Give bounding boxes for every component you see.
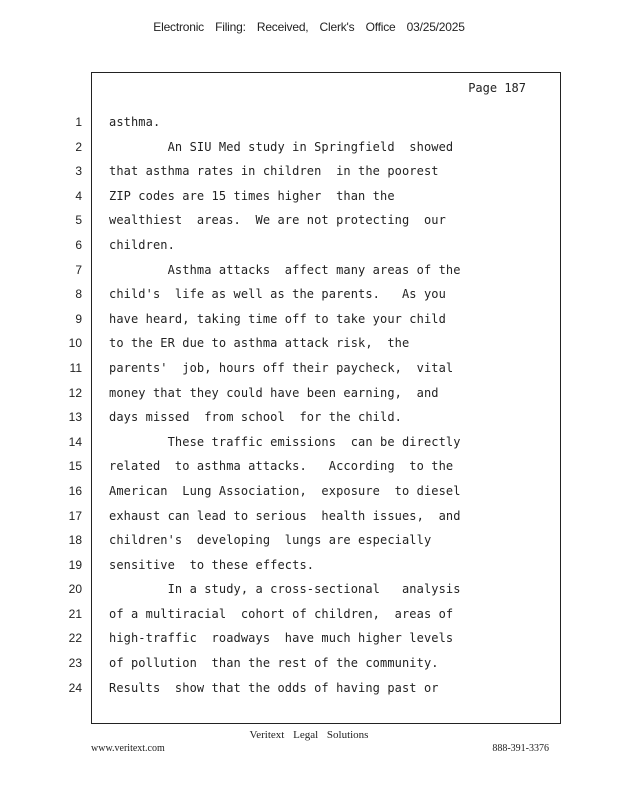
line-number: 12 — [68, 385, 82, 400]
transcript-line: children's developing lungs are especially — [109, 533, 432, 548]
line-number: 6 — [75, 237, 82, 252]
line-number-column — [60, 110, 82, 700]
line-number: 4 — [75, 188, 82, 203]
transcript-line: that asthma rates in children in the poorest — [109, 164, 439, 179]
transcript-line: parents' job, hours off their paycheck, vital — [109, 360, 454, 375]
line-number: 20 — [68, 582, 82, 597]
transcript-line: Asthma attacks affect many areas of the — [109, 262, 461, 277]
line-number: 21 — [68, 606, 82, 621]
transcript-line: to the ER due to asthma attack risk, the — [109, 336, 410, 351]
transcript-line: child's life as well as the parents. As you — [109, 287, 446, 302]
line-number: 10 — [68, 336, 82, 351]
transcript-line: days missed from school for the child. — [109, 410, 402, 425]
transcript-text — [109, 110, 549, 700]
footer-website: www.veritext.com — [91, 743, 165, 754]
line-number: 11 — [69, 360, 82, 375]
line-number: 17 — [68, 508, 82, 523]
transcript-line: wealthiest areas. We are not protecting our — [109, 213, 446, 228]
footer-company: Veritext Legal Solutions — [249, 729, 369, 741]
line-number: 3 — [75, 164, 82, 179]
transcript-line: In a study, a cross-sectional analysis — [109, 582, 461, 597]
line-number: 14 — [68, 434, 82, 449]
transcript-line: American Lung Association, exposure to diesel — [109, 483, 461, 498]
line-number: 5 — [75, 213, 82, 228]
transcript-line: asthma. — [109, 115, 161, 129]
transcript-line: An SIU Med study in Springfield showed — [109, 139, 454, 154]
line-number: 9 — [75, 311, 82, 326]
transcript-line: children. — [109, 237, 175, 252]
transcript-line: exhaust can lead to serious health issues, and — [109, 508, 461, 523]
transcript-line: related to asthma attacks. According to the — [109, 459, 454, 474]
line-number: 24 — [68, 680, 82, 695]
transcript-line: These traffic emissions can be directly — [109, 434, 461, 449]
line-number: 8 — [75, 287, 82, 302]
transcript-line: ZIP codes are 15 times higher than the — [109, 188, 395, 203]
line-number: 22 — [68, 631, 82, 646]
line-number: 23 — [68, 656, 82, 671]
transcript-line: money that they could have been earning, and — [109, 385, 439, 400]
page-number: Page 187 — [468, 81, 526, 95]
line-number: 1 — [75, 115, 82, 129]
transcript-line: high-traffic roadways have much higher levels — [109, 631, 454, 646]
line-number: 15 — [68, 459, 82, 474]
transcript-line: have heard, taking time off to take your child — [109, 311, 446, 326]
footer-phone: 888-391-3376 — [492, 743, 549, 754]
line-number: 7 — [75, 262, 82, 277]
line-number: 2 — [75, 139, 82, 154]
filing-header: Electronic Filing: Received, Clerk's Office 03/25/2025 — [153, 20, 465, 34]
transcript-line: sensitive to these effects. — [109, 557, 315, 572]
transcript-line: Results show that the odds of having past or — [109, 680, 439, 695]
line-number: 18 — [68, 533, 82, 548]
line-number: 13 — [68, 410, 82, 425]
line-number: 16 — [68, 483, 82, 498]
line-number: 19 — [68, 557, 82, 572]
transcript-line: of a multiracial cohort of children, areas of — [109, 606, 454, 621]
transcript-line: of pollution than the rest of the community. — [109, 656, 439, 671]
